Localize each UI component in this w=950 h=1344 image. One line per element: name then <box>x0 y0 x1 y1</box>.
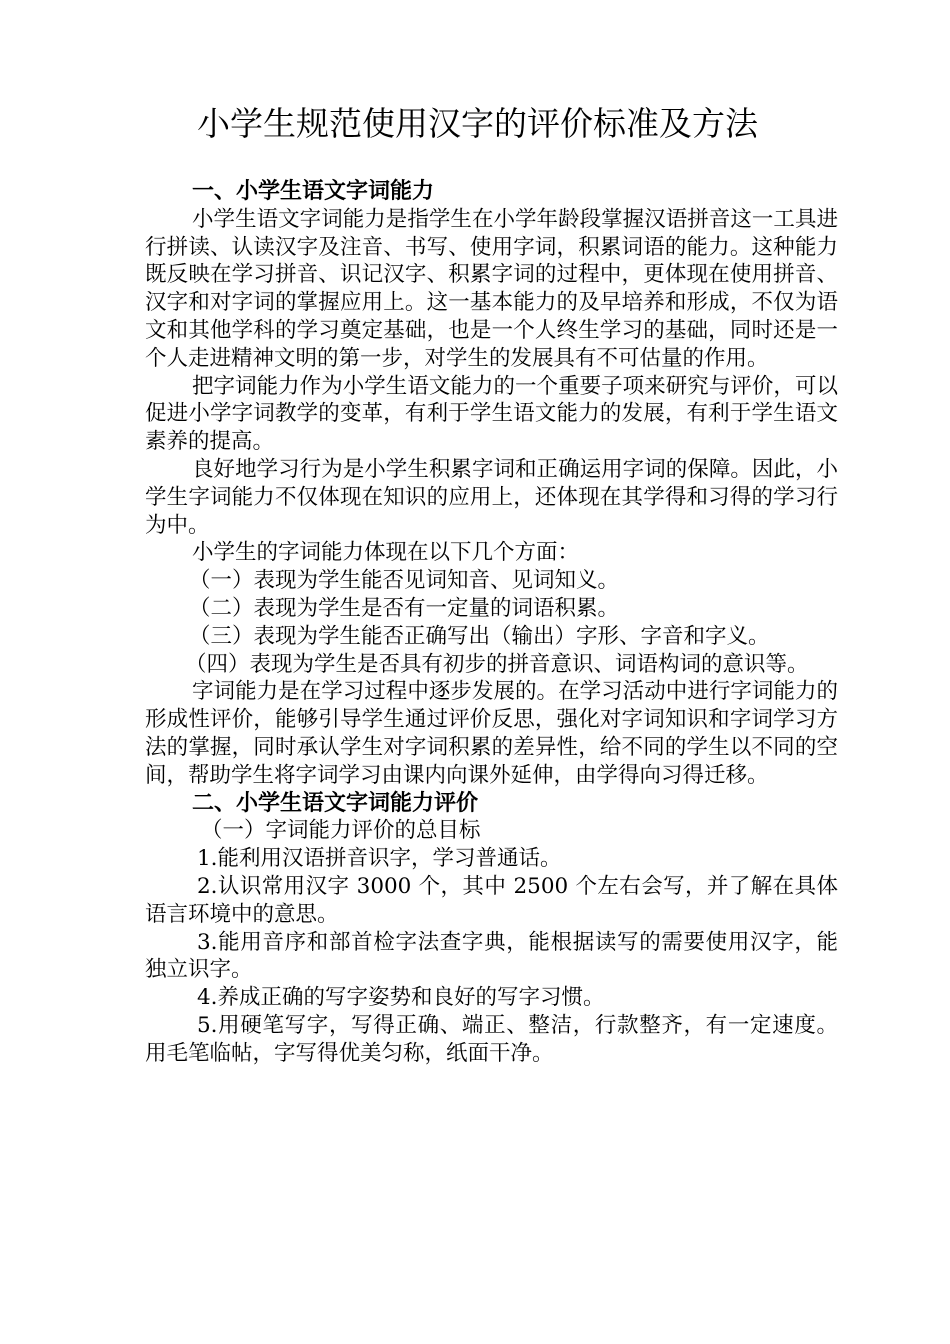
list-item-3: （三）表现为学生能否正确写出（输出）字形、字音和字义。 <box>189 623 770 649</box>
section-heading-1: 一、小学生语文字词能力 <box>192 179 435 204</box>
goal-item-2: 2.认识常用汉字 3000 个，其中 2500 个左右会写，并了解在具体语言环境中的意思。 <box>145 873 838 927</box>
goal-item-3: 3.能用音序和部首检字法查字典，能根据读写的需要使用汉字，能独立识字。 <box>145 929 838 983</box>
paragraph-3: 良好地学习行为是小学生积累字词和正确运用字词的保障。因此，小学生字词能力不仅体现在知识的应用上，还体现在其学得和习得的学习行为中。 <box>145 456 838 538</box>
list-item-1: （一）表现为学生能否见词知音、见词知义。 <box>189 568 620 594</box>
paragraph-1: 小学生语文字词能力是指学生在小学年龄段掌握汉语拼音这一工具进行拼读、认读汉字及注音、书写、使用字词，积累词语的能力。这种能力既反映在学习拼音、识记汉字、积累字词的过程中，更体现在使用拼音、汉字和对字词的掌握应用上。这一基本能力的及早培养和形成，不仅为语文和其他学科的学习奠定基础，也是一个人终生学习的基础，同时还是一个人走进精神文明的第一步，对学生的发展具有不可估量的作用。 <box>145 206 838 371</box>
goal-item-5: 5.用硬笔写字，写得正确、端正、整洁，行款整齐，有一定速度。用毛笔临帖，字写得优美匀称，纸面干净。 <box>145 1012 838 1066</box>
paragraph-5: 字词能力是在学习过程中逐步发展的。在学习活动中进行字词能力的形成性评价，能够引导学生通过评价反思，强化对字词知识和字词学习方法的掌握，同时承认学生对字词积累的差异性，给不同的学生以不同的空间，帮助学生将字词学习由课内向课外延伸，由学得向习得迁移。 <box>145 679 838 788</box>
list-item-4: （四）表现为学生是否具有初步的拼音意识、词语构词的意识等。 <box>185 651 809 677</box>
document-body <box>145 178 838 1068</box>
paragraph-4: 小学生的字词能力体现在以下几个方面： <box>192 540 580 566</box>
paragraph-2: 把字词能力作为小学生语文能力的一个重要子项来研究与评价，可以促进小学字词教学的变革，有利于学生语文能力的发展，有利于学生语文素养的提高。 <box>145 373 838 455</box>
goal-item-1: 1.能利用汉语拼音识字，学习普通话。 <box>197 846 562 872</box>
subheading-1: （一）字词能力评价的总目标 <box>201 818 481 844</box>
document-title: 小学生规范使用汉字的评价标准及方法 <box>197 104 758 143</box>
list-item-2: （二）表现为学生是否有一定量的词语积累。 <box>189 595 620 621</box>
section-heading-2: 二、小学生语文字词能力评价 <box>192 790 479 816</box>
goal-item-4: 4.养成正确的写字姿势和良好的写字习惯。 <box>197 985 605 1011</box>
